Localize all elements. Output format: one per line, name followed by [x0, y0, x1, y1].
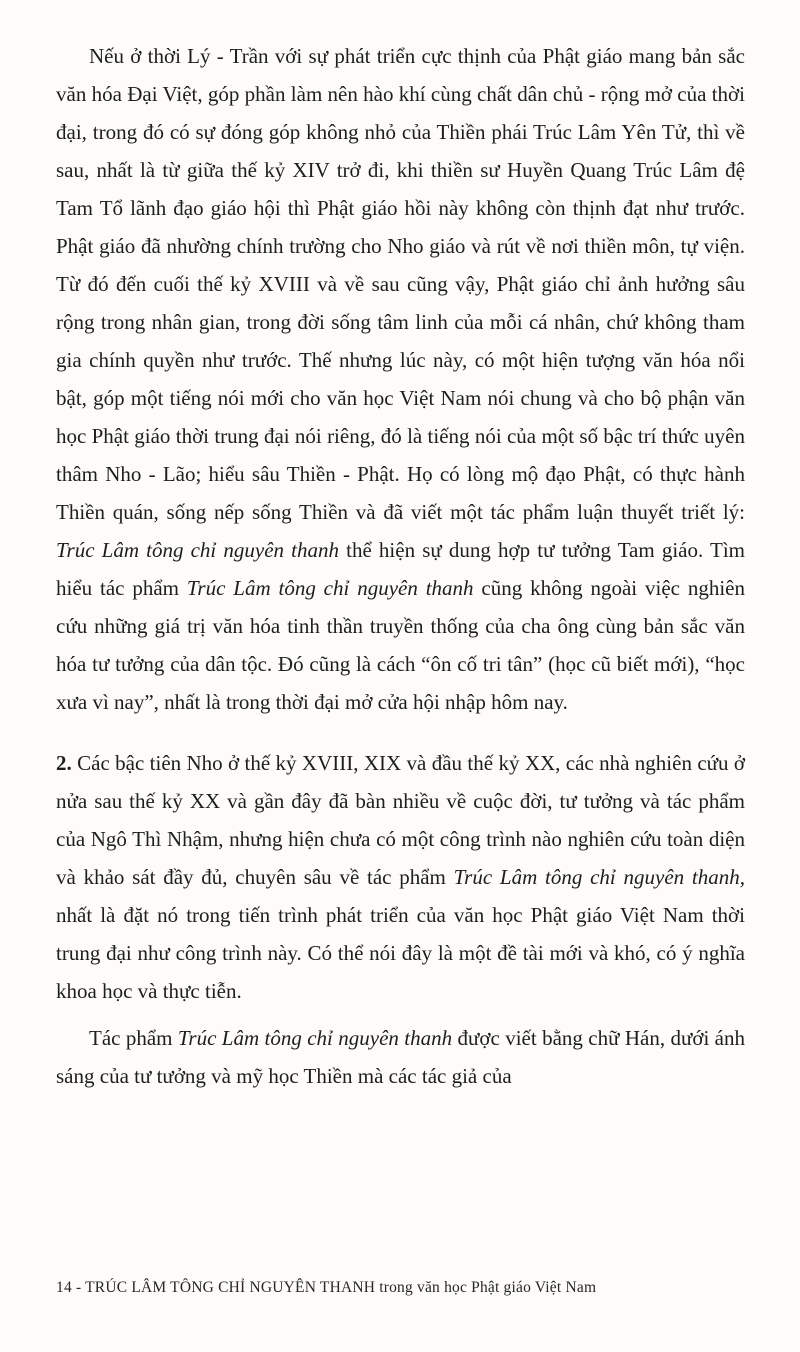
text-run: Các bậc tiên Nho ở thế kỷ XVIII, XIX và đầu thế kỷ XX, các nhà nghiên cứu ở nửa sau thế kỷ XX và gần đây đã bàn nhiều về cuộc đời, tư tưởng và tác phẩm của Ngô Thì Nhậm, nhưng hiện chưa có một công trình nào nghiên cứu toàn diện và khảo sát đầy đủ, chuyên sâu về tác phẩm: [56, 751, 745, 889]
text-block: [56, 37, 745, 1095]
italic-text-run: Trúc Lâm tông chỉ nguyên thanh,: [453, 865, 745, 889]
paragraph: [56, 37, 745, 721]
text-run: Tác phẩm: [89, 1026, 178, 1050]
text-run: thể hiện sự dung hợp tư tưởng Tam giáo. Tìm hiểu tác phẩm: [56, 538, 746, 600]
bold-text-run: 2.: [56, 751, 72, 775]
page-footer: 14 - TRÚC LÂM TÔNG CHỈ NGUYÊN THANH trong văn học Phật giáo Việt Nam: [56, 1279, 597, 1296]
paragraph: [56, 744, 745, 1010]
text-run: Nếu ở thời Lý - Trần với sự phát triển cực thịnh của Phật giáo mang bản sắc văn hóa Đại Việt, góp phần làm nên hào khí cùng chất dân chủ - rộng mở của thời đại, trong đó có sự đóng góp không nhỏ của Thiền phái Trúc Lâm Yên Tử, thì về sau, nhất là từ giữa thế kỷ XIV trở đi, khi thiền sư Huyền Quang Trúc Lâm đệ Tam Tổ lãnh đạo giáo hội thì Phật giáo hồi này không còn thịnh đạt như trước. Phật giáo đã nhường chính trường cho Nho giáo và rút về nơi thiền môn, tự viện. Từ đó đến cuối thế kỷ XVIII và về sau cũng vậy, Phật giáo chỉ ảnh hưởng sâu rộng trong nhân gian, trong đời sống tâm linh của mỗi cá nhân, chứ không tham gia chính quyền như trước. Thế nhưng lúc này, có một hiện tượng văn hóa nổi bật, góp một tiếng nói mới cho văn học Việt Nam nói chung và cho bộ phận văn học Phật giáo thời trung đại nói riêng, đó là tiếng nói của một số bậc trí thức uyên thâm Nho - Lão; hiểu sâu Thiền - Phật. Họ có lòng mộ đạo Phật, có thực hành Thiền quán, sống nếp sống Thiền và đã viết một tác phẩm luận thuyết triết lý:: [56, 44, 745, 524]
italic-text-run: Trúc Lâm tông chỉ nguyên thanh: [177, 1026, 453, 1050]
text-run: cũng không ngoài việc nghiên cứu những giá trị văn hóa tinh thần truyền thống của cha ông cùng bản sắc văn hóa tư tưởng của dân tộc. Đó cũng là cách “ôn cố tri tân” (học cũ biết mới), “học xưa vì nay”, nhất là trong thời đại mở cửa hội nhập hôm nay.: [56, 576, 746, 714]
paragraph: [56, 1019, 745, 1095]
text-run: được viết bằng chữ Hán, dưới ánh sáng của tư tưởng và mỹ học Thiền mà các tác giả của: [56, 1026, 745, 1088]
italic-text-run: Trúc Lâm tông chỉ nguyên thanh: [186, 576, 474, 600]
italic-text-run: Trúc Lâm tông chỉ nguyên thanh: [56, 538, 339, 562]
text-run: nhất là đặt nó trong tiến trình phát triển của văn học Phật giáo Việt Nam thời trung đại như công trình này. Có thể nói đây là một đề tài mới và khó, có ý nghĩa khoa học và thực tiễn.: [56, 903, 745, 1003]
